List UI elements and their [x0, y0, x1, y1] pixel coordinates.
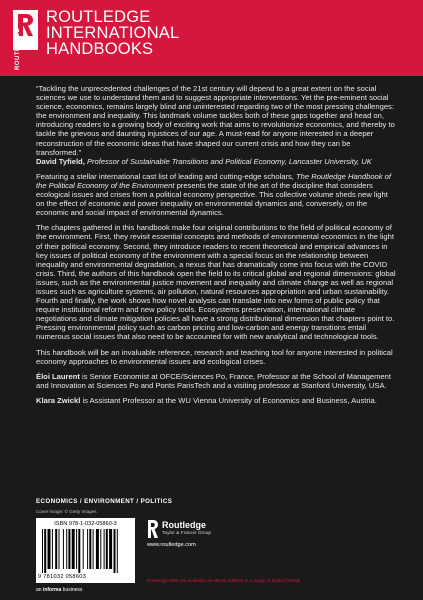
barcode-bar	[55, 529, 57, 569]
description-paragraph-1	[36, 172, 396, 217]
barcode-bar	[59, 529, 60, 569]
series-line-2: INTERNATIONAL	[46, 24, 180, 42]
barcode-bar	[72, 529, 75, 569]
barcode-bar	[78, 529, 80, 573]
series-line-3: HANDBOOKS	[46, 40, 154, 58]
barcode-bars	[42, 529, 129, 573]
series-title	[46, 9, 346, 57]
author-bio-2	[36, 396, 396, 405]
author-bio-text-2: is Assistant Professor at the WU Vienna University of Economics and Business, Austria.	[80, 395, 377, 405]
isbn-barcode	[36, 518, 135, 583]
series-line-1: ROUTLEDGE	[46, 8, 151, 26]
barcode-bar	[109, 529, 112, 569]
publisher-url: www.routledge.com	[147, 542, 196, 548]
publisher-group: Taylor & Francis Group	[162, 531, 212, 536]
barcode-bar	[44, 529, 46, 573]
routledge-mark-icon	[147, 520, 159, 538]
barcode-bar	[106, 529, 108, 569]
informa-prefix: an	[36, 587, 43, 593]
author-name-1: Éloi Laurent	[36, 371, 80, 381]
barcode-bar	[104, 529, 105, 569]
barcode-bar	[42, 529, 43, 573]
p1-rest: presents the state of the art of the discipline that considers ecological issues and crises from a political economy perspective. This collective volume sheds new light on the effect of economic and power inequality on environmental dynamics and, conversely, on the economic and social impact of environmental dynamics.	[36, 180, 388, 218]
barcode-bar	[76, 529, 77, 569]
informa-brand: informa	[42, 587, 62, 593]
informa-suffix: business	[61, 587, 83, 593]
p1-lead: Featuring a stellar international cast list of leading and cutting-edge scholars,	[36, 171, 297, 181]
publisher-block	[147, 520, 267, 560]
subject-categories: ECONOMICS / ENVIRONMENT / POLITICS	[36, 498, 173, 505]
barcode-bar	[100, 529, 101, 569]
barcode-bar	[89, 529, 91, 569]
author-bio-1	[36, 372, 396, 390]
attribution-title: Professor of Sustainable Transitions and Political Economy, Lancaster University, UK	[86, 156, 372, 166]
barcode-bar	[117, 529, 118, 573]
barcode-bar	[93, 529, 94, 569]
author-name-2: Klara Zwickl	[36, 395, 81, 405]
barcode-bar	[96, 529, 99, 569]
publisher-name: Routledge	[162, 520, 206, 530]
series-header-band	[0, 0, 423, 76]
isbn-digits: 9 781032 058603	[38, 574, 87, 580]
barcode-bar	[114, 529, 116, 573]
description-paragraph-2: The chapters gathered in this handbook make four original contributions to the field of political economy of the environment. First, they revisit essential concepts and methods of environmental economics in the light of their political economy. Second, they introduce readers to recent theoretical and empirical advances in key issues of political economy of the environment with a special focus on the relationship between inequality and environmental degradation, a nexus that has dramatically come into focus with the COVID crisis. Third, the authors of this handbook open the field to its critical global and regional dimensions: global issues, such as the environmental justice movement and inequality and climate change as well as regional issues such as agriculture systems, air pollution, natural resources appropriation and urban sustainability. Fourth and finally, the work shows how novel analysis can translate into new forms of public policy that require institutional reform and new policy tools. Ecosystems preservation, international climate negotiations and climate mitigation policies all have a strong distributional dimension that chapters point to. Pressing environmental policy such as carbon pricing and low-carbon and energy transitions entail numerous social issues that also need to be accounted for with new analytical and technological tools.	[36, 223, 396, 342]
quote-attribution	[36, 157, 396, 166]
ebook-availability-note: Routledge titles are available as eBook editions in a range of digital formats	[147, 578, 301, 583]
barcode-bar	[66, 529, 67, 569]
book-title: The Routledge Handbook of the Political Economy of the Environment	[36, 171, 392, 190]
attribution-name: David Tyfield,	[36, 156, 85, 166]
barcode-bar	[87, 529, 88, 569]
barcode-bar	[68, 529, 70, 569]
description-paragraph-3: This handbook will be an invaluable reference, research and teaching tool for anyone interested in political economy approaches to environmental issues and ecological crises.	[36, 347, 393, 366]
barcode-bar	[83, 529, 84, 569]
endorsement-quote	[36, 84, 396, 166]
back-cover-copy	[36, 84, 396, 411]
informa-business-line	[36, 587, 82, 593]
logo-vertical-text: ROUTLEDGE	[15, 27, 21, 70]
barcode-bar	[48, 529, 51, 569]
isbn-label: ISBN 978-1-032-05860-3	[54, 521, 117, 527]
quote-text: “Tackling the unprecedented challenges of the 21st century will depend to a great extent on the social sciences we use to understand them and to suggest appropriate interventions. Yet the pre-eminent social science, economics, remains largely blind and uninterested regarding two of the most pressing challenges: the environment and inequality. This landmark volume tackles both of these gaps together and head on, introducing readers to a growing body of exciting work that aims to revolutionize economics, and thereby to tackle the grievous and daunting injustices of our age. A must-read for anyone interested in a deeper reconstruction of the economic ideas that have shaped our current crisis and how they can be transformed.”	[36, 84, 395, 157]
author-bio-text-1: is Senior Economist at OFCE/Sciences Po, France, Professor at the School of Management and Innovation at Sciences Po and Ponts ParisTech and a visiting professor at Stanford University, USA.	[36, 371, 391, 390]
barcode-bar	[63, 529, 64, 569]
barcode-bar	[52, 529, 53, 569]
cover-image-credit: Cover image: © Getty Images	[36, 509, 97, 514]
